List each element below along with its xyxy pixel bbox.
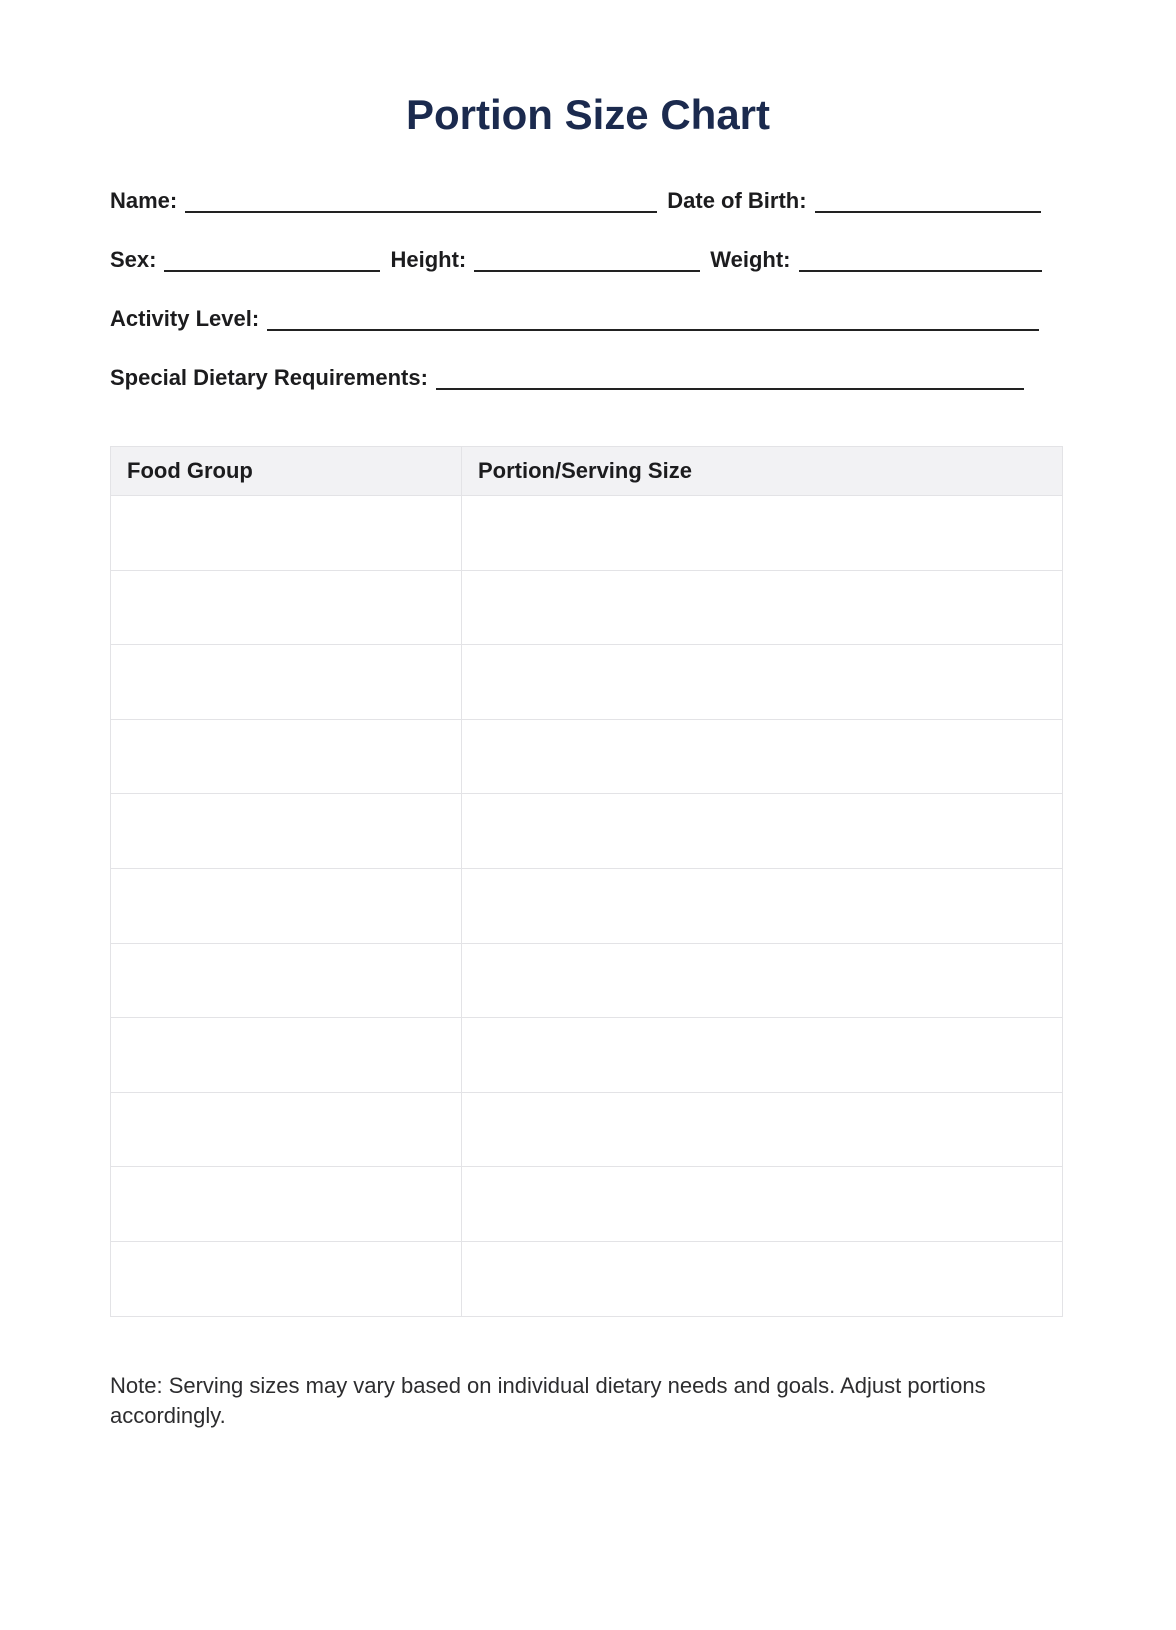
table-row [111, 1092, 1063, 1167]
table-cell-food-group[interactable] [111, 794, 462, 869]
table-row [111, 943, 1063, 1018]
table-cell-food-group[interactable] [111, 868, 462, 943]
table-row [111, 794, 1063, 869]
portion-serving-size-column-header: Portion/Serving Size [462, 447, 1063, 496]
weight-blank-field[interactable] [799, 270, 1042, 272]
food-group-column-header: Food Group [111, 447, 462, 496]
form-line-activity-level [110, 304, 1063, 334]
table-cell-food-group[interactable] [111, 719, 462, 794]
table-cell-portion-serving-size[interactable] [462, 868, 1063, 943]
date-of-birth-label: Date of Birth: [667, 188, 807, 213]
table-body [111, 496, 1063, 1317]
special-dietary-requirements-label: Special Dietary Requirements: [110, 365, 428, 390]
table-row [111, 1018, 1063, 1093]
table-cell-portion-serving-size[interactable] [462, 1092, 1063, 1167]
table-cell-food-group[interactable] [111, 570, 462, 645]
table-cell-portion-serving-size[interactable] [462, 719, 1063, 794]
note-line-2: accordingly. [110, 1402, 226, 1428]
note-line-1: Note: Serving sizes may vary based on individual dietary needs and goals. Adjust portions [110, 1372, 986, 1398]
table-row [111, 645, 1063, 720]
document-content [110, 186, 1063, 1431]
table-cell-portion-serving-size[interactable] [462, 943, 1063, 1018]
table-cell-food-group[interactable] [111, 645, 462, 720]
table-cell-food-group[interactable] [111, 496, 462, 571]
sex-blank-field[interactable] [164, 270, 380, 272]
height-blank-field[interactable] [474, 270, 700, 272]
height-label: Height: [390, 247, 467, 272]
portion-size-table [110, 446, 1063, 1317]
table-cell-portion-serving-size[interactable] [462, 645, 1063, 720]
table-row [111, 496, 1063, 571]
table-row [111, 719, 1063, 794]
table-cell-food-group[interactable] [111, 1167, 462, 1242]
table-cell-portion-serving-size[interactable] [462, 794, 1063, 869]
sex-label: Sex: [110, 247, 157, 272]
table-cell-portion-serving-size[interactable] [462, 1241, 1063, 1316]
table-row [111, 1241, 1063, 1316]
table-row [111, 570, 1063, 645]
table-cell-portion-serving-size[interactable] [462, 496, 1063, 571]
table-cell-portion-serving-size[interactable] [462, 570, 1063, 645]
table-header-row [111, 447, 1063, 496]
note-text [110, 1371, 1063, 1431]
table-row [111, 868, 1063, 943]
name-blank-field[interactable] [185, 211, 657, 213]
form-line-sex-height-weight [110, 245, 1063, 275]
table-cell-portion-serving-size[interactable] [462, 1167, 1063, 1242]
special-dietary-requirements-blank-field[interactable] [436, 388, 1024, 390]
table-header [111, 447, 1063, 496]
table-cell-food-group[interactable] [111, 1241, 462, 1316]
weight-label: Weight: [710, 247, 791, 272]
date-of-birth-blank-field[interactable] [815, 211, 1041, 213]
page-title: Portion Size Chart [405, 91, 771, 138]
form-line-special-dietary-requirements [110, 363, 1063, 393]
table-cell-food-group[interactable] [111, 1092, 462, 1167]
form-line-name-dob [110, 186, 1063, 216]
table-cell-portion-serving-size[interactable] [462, 1018, 1063, 1093]
table-row [111, 1167, 1063, 1242]
table-cell-food-group[interactable] [111, 1018, 462, 1093]
activity-level-blank-field[interactable] [267, 329, 1039, 331]
name-label: Name: [110, 188, 178, 213]
activity-level-label: Activity Level: [110, 306, 260, 331]
table-cell-food-group[interactable] [111, 943, 462, 1018]
